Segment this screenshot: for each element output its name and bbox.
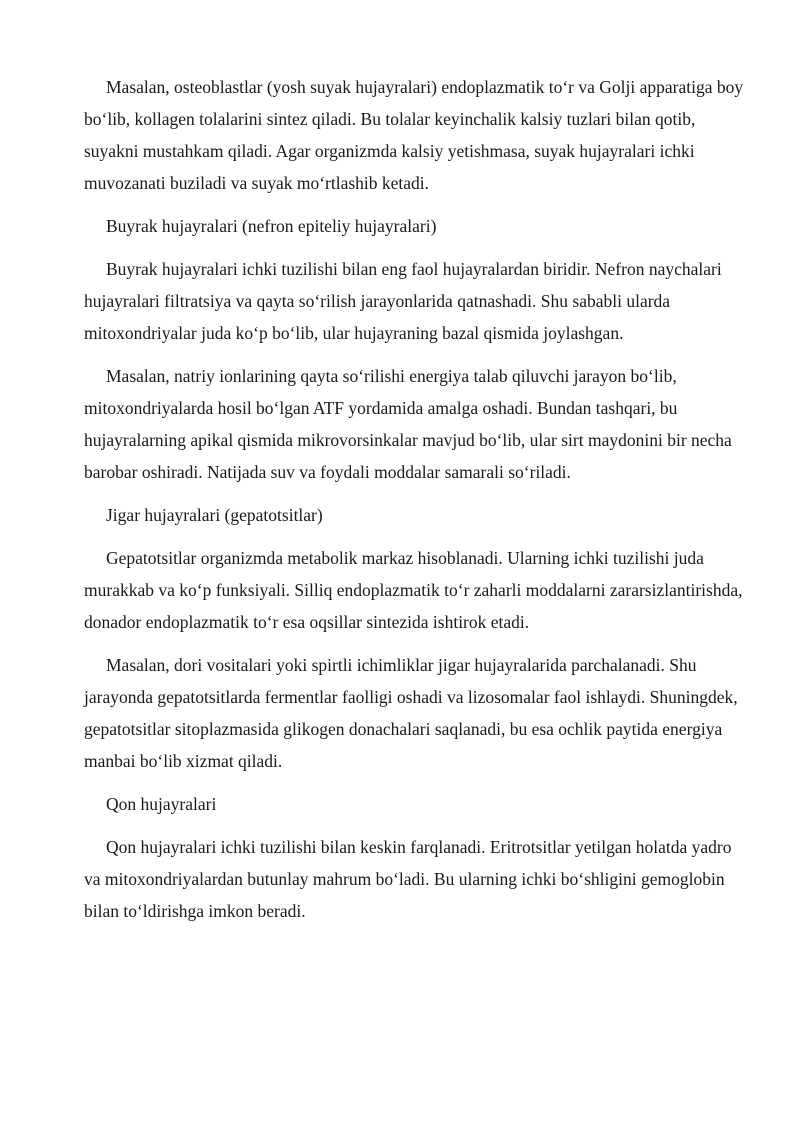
paragraph-sodium-reabsorption: Masalan, natriy ionlarining qayta so‘rilishi energiya talab qiluvchi jarayon bo‘lib, mitoxondriyalarda hosil bo‘lgan ATF yordamida amalga oshadi. Bundan tashqari, bu hujayralarning apikal qismida mikrovorsinkalar mavjud bo‘lib, ular sirt maydonini bir necha barobar oshiradi. Natijada suv va foydali moddalar samarali so‘riladi. bbox=[84, 366, 732, 482]
document-page bbox=[84, 71, 744, 938]
paragraph-blood-cells: Qon hujayralari ichki tuzilishi bilan keskin farqlanadi. Eritrotsitlar yetilgan holatda yadro va mitoxondriyalardan butunlay mahrum bo‘ladi. Bu ularning ichki bo‘shligini gemoglobin bilan to‘ldirishga imkon beradi. bbox=[84, 837, 732, 921]
paragraph-osteoblasts: Masalan, osteoblastlar (yosh suyak hujayralari) endoplazmatik to‘r va Golji apparatiga boy bo‘lib, kollagen tolalarini sintez qiladi. Bu tolalar keyinchalik kalsiy tuzlari bilan qotib, suyakni mustahkam qiladi. Agar organizmda kalsiy yetishmasa, suyak hujayralari ichki muvozanati buziladi va suyak mo‘rtlashib ketadi. bbox=[84, 77, 744, 193]
paragraph-drug-metabolism: Masalan, dori vositalari yoki spirtli ichimliklar jigar hujayralarida parchalanadi. Shu jarayonda gepatotsitlarda fermentlar faolligi oshadi va lizosomalar faol ishlaydi. Shuningdek, gepatotsitlar sitoplazmasida glikogen donachalari saqlanadi, bu esa ochlik paytida energiya manbai bo‘lib xizmat qiladi. bbox=[84, 655, 738, 771]
paragraph-kidney-cells: Buyrak hujayralari ichki tuzilishi bilan eng faol hujayralardan biridir. Nefron naychalari hujayralari filtratsiya va qayta so‘rilish jarayonlarida qatnashadi. Shu sababli ularda mitoxondriyalar juda ko‘p bo‘lib, ular hujayraning bazal qismida joylashgan. bbox=[84, 259, 722, 343]
section-heading-liver-cells: Jigar hujayralari (gepatotsitlar) bbox=[106, 505, 323, 525]
paragraph-hepatocytes: Gepatotsitlar organizmda metabolik markaz hisoblanadi. Ularning ichki tuzilishi juda murakkab va ko‘p funksiyali. Silliq endoplazmatik to‘r zaharli moddalarni zararsizlantirishda, donador endoplazmatik to‘r esa oqsillar sintezida ishtirok etadi. bbox=[84, 548, 743, 632]
section-heading-kidney-cells: Buyrak hujayralari (nefron epiteliy hujayralari) bbox=[106, 216, 437, 236]
section-heading-blood-cells: Qon hujayralari bbox=[106, 794, 217, 814]
